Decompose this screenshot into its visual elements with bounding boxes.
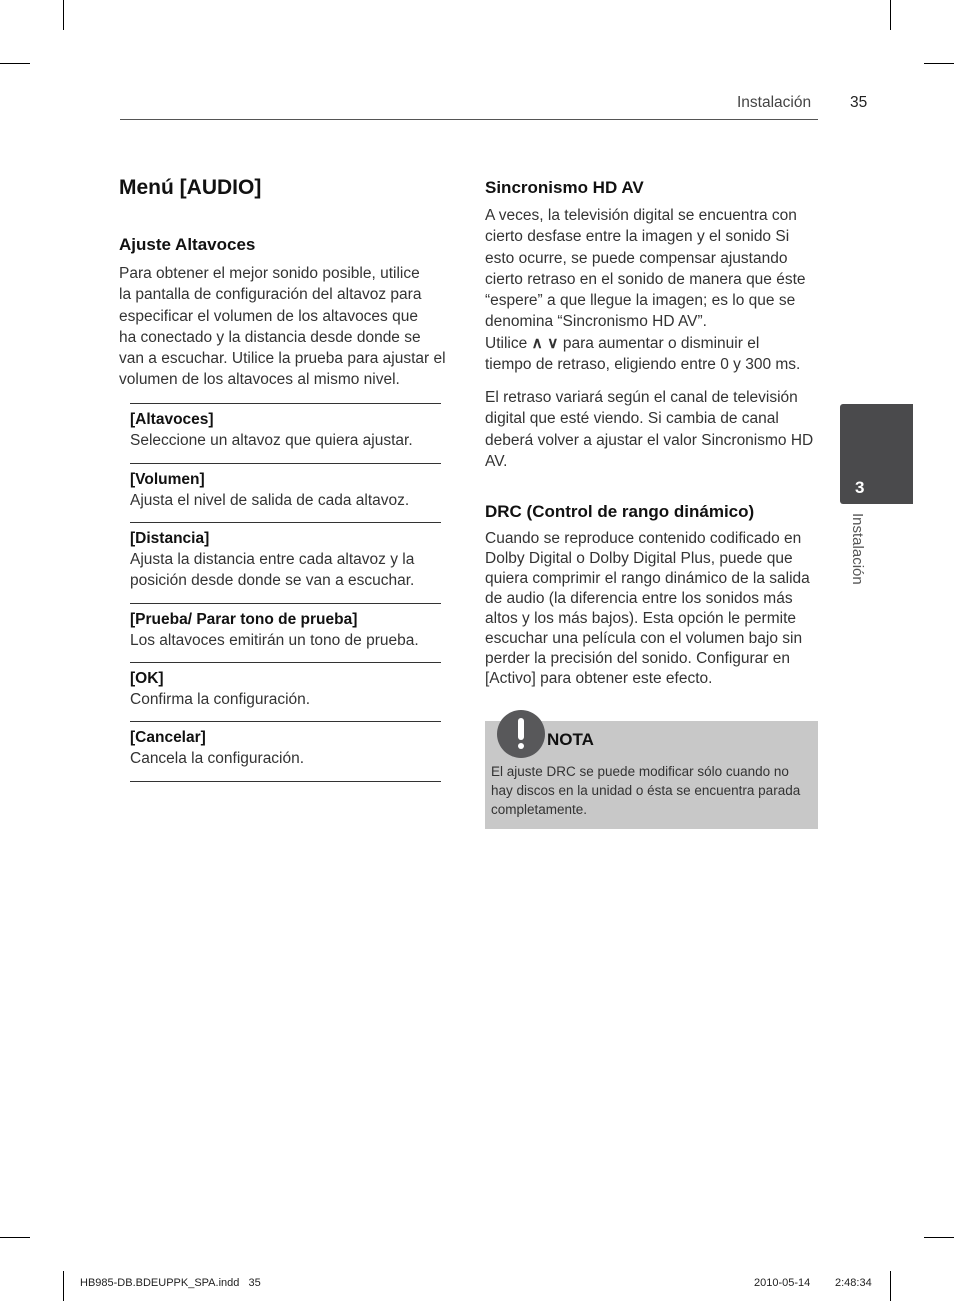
text: para aumentar o disminuir el	[562, 334, 760, 352]
option-distancia	[130, 522, 441, 591]
page-title: Menú [AUDIO]	[119, 176, 262, 199]
ajuste-altavoces-paragraph	[119, 263, 446, 391]
footer-file: HB985-DB.BDEUPPK_SPA.indd 35	[80, 1277, 261, 1289]
text-line: deberá volver a ajustar el valor Sincronismo HD	[485, 431, 814, 449]
chapter-number: 3	[855, 478, 865, 497]
crop-mark	[0, 63, 30, 64]
text-line: Cuando se reproduce contenido codificado en	[485, 530, 802, 547]
note-box	[485, 721, 818, 829]
text-line: perder la precisión del sonido. Configurar en	[485, 650, 791, 667]
chapter-tab	[840, 404, 913, 504]
text-line: denomina “Sincronismo HD AV”.	[485, 313, 707, 331]
text-line: tiempo de retraso, eligiendo entre 0 y 300 ms.	[485, 356, 801, 374]
text-line: cierto desfase entre la imagen y el sonido Si	[485, 228, 790, 246]
option-description: Confirma la configuración.	[130, 691, 311, 708]
option-description: Ajusta la distancia entre cada altavoz y la	[130, 551, 415, 568]
text-line: El retraso variará según el canal de televisión	[485, 389, 798, 406]
sincronismo-heading: Sincronismo HD AV	[485, 178, 644, 197]
sincronismo-paragraph	[485, 205, 806, 375]
text-line: volumen de los altavoces al mismo nivel.	[119, 371, 400, 389]
table-rule	[130, 781, 441, 782]
crop-mark	[924, 63, 954, 64]
text: Utilice	[485, 334, 528, 352]
option-description: Ajusta el nivel de salida de cada altavoz.	[130, 492, 410, 509]
up-down-arrows-icon: ∧ ∨	[531, 334, 559, 352]
drc-paragraph	[485, 529, 810, 689]
text-line: Dolby Digital o Dolby Digital Plus, puede que	[485, 550, 793, 567]
option-description: Seleccione un altavoz que quiera ajustar.	[130, 432, 413, 449]
text-line: completamente.	[491, 802, 588, 817]
option-ok	[130, 662, 441, 710]
option-description: posición desde donde se van a escuchar.	[130, 572, 415, 589]
option-volumen	[130, 463, 441, 511]
text-line: ha conectado y la distancia desde donde se	[119, 328, 421, 346]
text-line: de audio (la diferencia entre los sonidos más	[485, 590, 793, 607]
option-key: [Altavoces]	[130, 411, 214, 428]
footer-date: 2010-05-14	[754, 1277, 811, 1289]
drc-heading: DRC (Control de rango dinámico)	[485, 502, 755, 521]
header-rule	[120, 119, 818, 120]
note-text	[491, 762, 800, 819]
crop-mark	[890, 0, 891, 30]
crop-mark	[63, 1271, 64, 1301]
text-line: El ajuste DRC se puede modificar sólo cuando no	[491, 764, 789, 779]
crop-mark	[924, 1237, 954, 1238]
text-line: altos y los más bajos). Esta opción le permite	[485, 610, 796, 627]
utilice-line	[485, 333, 806, 354]
page-number: 35	[850, 94, 868, 111]
text-line: “espere” a que llegue la imagen; es lo que se	[485, 292, 796, 310]
text-line: esto ocurre, se puede compensar ajustando	[485, 249, 788, 267]
text-line: van a escuchar. Utilice la prueba para ajustar el	[119, 350, 446, 368]
text-line: Para obtener el mejor sonido posible, utilice	[119, 265, 420, 282]
text-line: escuchar una película con el volumen bajo sin	[485, 630, 803, 647]
note-title: NOTA	[547, 730, 594, 749]
chapter-label: Instalación	[849, 513, 866, 585]
text-line: especificar el volumen de los altavoces que	[119, 307, 418, 325]
option-key: [Volumen]	[130, 471, 205, 488]
option-key: [OK]	[130, 670, 164, 687]
text-line: la pantalla de configuración del altavoz para	[119, 286, 422, 304]
crop-mark	[890, 1271, 891, 1301]
text-line: quiera comprimir el rango dinámico de la salida	[485, 570, 810, 587]
option-description: Cancela la configuración.	[130, 750, 305, 767]
ajuste-altavoces-heading: Ajuste Altavoces	[119, 235, 256, 254]
footer-time: 2:48:34	[835, 1277, 872, 1289]
option-prueba	[130, 603, 441, 651]
exclamation-icon	[497, 710, 545, 758]
crop-mark	[0, 1237, 30, 1238]
running-header-section: Instalación	[737, 94, 812, 111]
text-line: digital que esté viendo. Si cambia de canal	[485, 410, 779, 428]
option-key: [Cancelar]	[130, 729, 206, 746]
option-cancelar	[130, 721, 441, 769]
text-line: AV.	[485, 452, 508, 470]
text-line: A veces, la televisión digital se encuentra con	[485, 207, 797, 224]
text-line: hay discos en la unidad o ésta se encuentra parada	[491, 783, 801, 798]
text-line: [Activo] para obtener este efecto.	[485, 670, 713, 687]
retraso-paragraph	[485, 387, 813, 472]
option-description: Los altavoces emitirán un tono de prueba.	[130, 632, 419, 649]
option-altavoces	[130, 403, 441, 451]
text-line: cierto retraso en el sonido de manera que éste	[485, 270, 806, 288]
crop-mark	[63, 0, 64, 30]
option-key: [Distancia]	[130, 530, 210, 547]
option-key: [Prueba/ Parar tono de prueba]	[130, 611, 358, 628]
